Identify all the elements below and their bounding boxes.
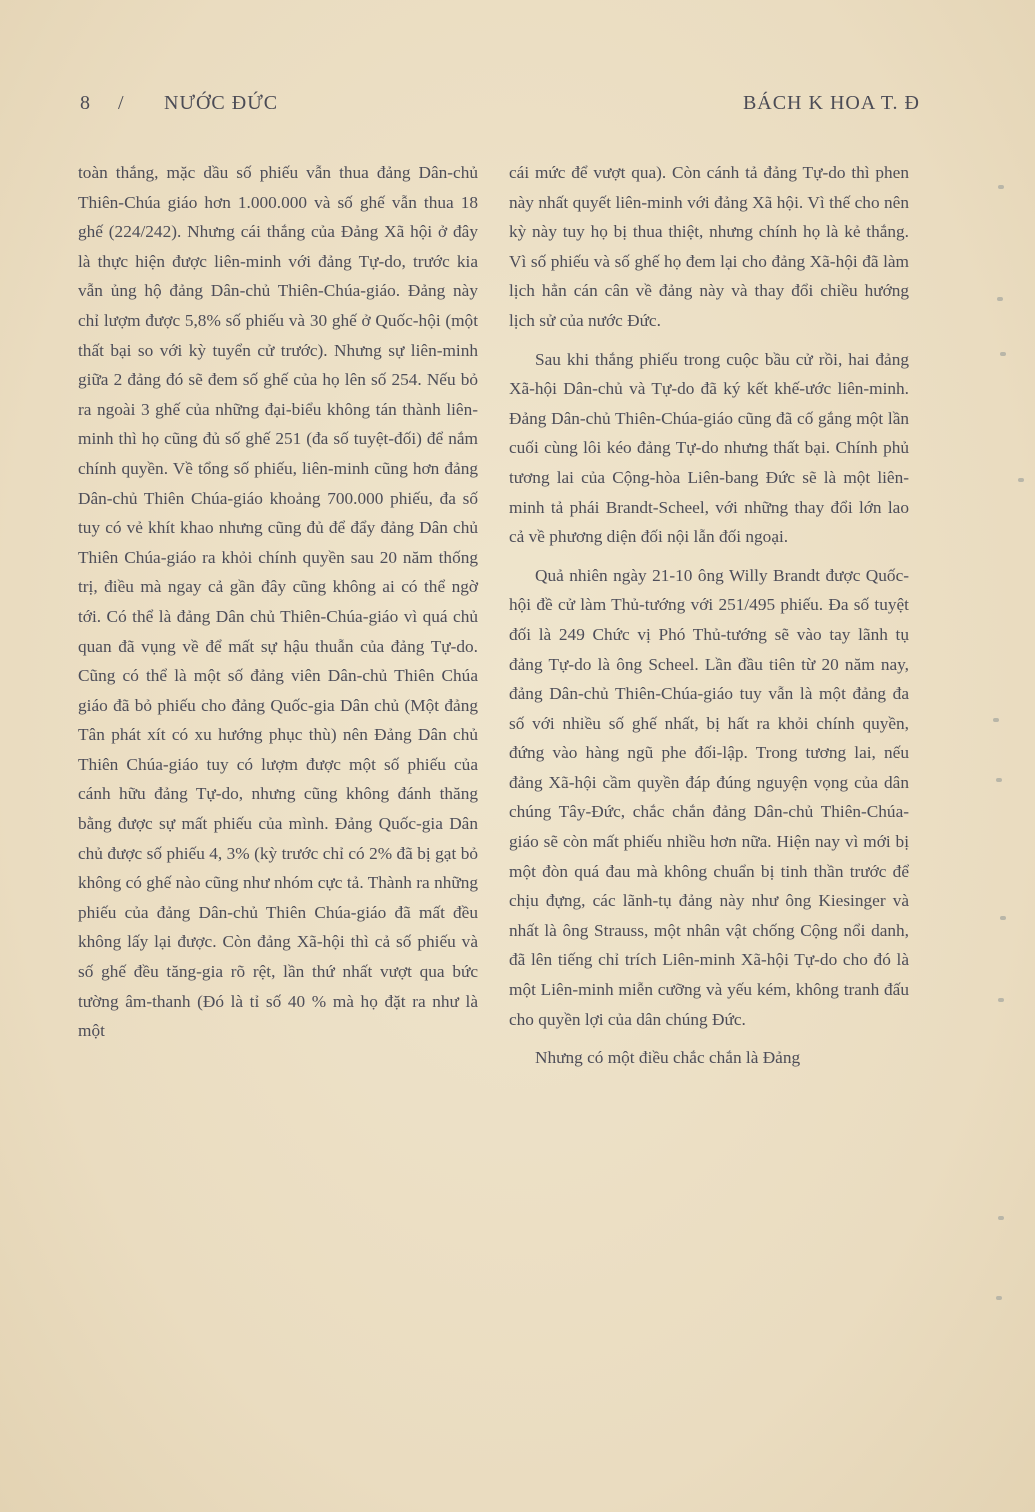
running-header: [80, 92, 920, 126]
paragraph: Sau khi thắng phiếu trong cuộc bầu cử rồi, hai đảng Xã-hội Dân-chủ và Tự-do đã ký kết khế-ước liên-minh. Đảng Dân-chủ Thiên-Chúa-giáo cũng đã cố gắng một lần cuối cùng lôi kéo đảng Tự-do nhưng thất bại. Chính phủ tương lai của Cộng-hòa Liên-bang Đức sẽ là một liên-minh tả phái Brandt-Scheel, với những thay đổi lớn lao cả về phương diện đối nội lẫn đối ngoại.: [509, 349, 909, 547]
header-separator: /: [118, 92, 125, 114]
speck: [997, 297, 1003, 301]
paragraph: cái mức để vượt qua). Còn cánh tả đảng Tự-do thì phen này nhất quyết liên-minh với đảng Xã hội. Vì thế cho nên kỳ này tuy họ bị thua thiệt, nhưng chính họ là kẻ thắng. Vì số phiếu và số ghế họ đem lại cho đảng Xã-hội đã làm lịch hẳn cán cân về đảng này và thay đổi chiều hướng lịch sử của nước Đức.: [509, 163, 909, 330]
speck: [993, 718, 999, 722]
speck: [998, 998, 1004, 1002]
speck: [1000, 916, 1006, 920]
paragraph: toàn thắng, mặc dầu số phiếu vẫn thua đảng Dân-chủ Thiên-Chúa giáo hơn 1.000.000 và số ghế vẫn thua 18 ghế (224/242). Nhưng cái thắng của Đảng Xã hội ở đây là thực hiện được liên-minh với đảng Tự-do, trước kia vẫn ủng hộ đảng Dân-chủ Thiên-Chúa-giáo. Đảng này chỉ lượm được 5,8% số phiếu và 30 ghế ở Quốc-hội (một thất bại so với kỳ tuyển cử trước). Nhưng sự liên-minh giữa 2 đảng đó sẽ đem số ghế của họ lên số 254. Nếu bỏ ra ngoài 3 ghế của những đại-biểu không tán thành liên-minh thì họ cũng đủ số ghế 251 (đa số tuyệt-đối) để nắm chính quyền. Về tổng số phiếu, liên-minh cũng hơn đảng Dân-chủ Thiên Chúa-giáo khoảng 700.000 phiếu, đa số tuy có vẻ khít khao nhưng cũng đủ để đẩy đảng Dân chủ Thiên Chúa-giáo ra khỏi chính quyền sau 20 năm thống trị, điều mà ngay cả gần đây cũng không ai có thể ngờ tới. Có thể là đảng Dân chủ Thiên-Chúa-giáo vì quá chủ quan đã vụng về để mất sự hậu thuẫn của đảng Tự-do. Cũng có thể là một số đảng viên Dân-chủ Thiên Chúa giáo đã bỏ phiếu cho đảng Quốc-gia Dân chủ (Một đảng Tân phát xít có xu hướng phục thù) nên Đảng Dân chủ Thiên Chúa-giáo tuy có lượm được một số phiếu của cánh hữu đảng Tự-do, nhưng cũng không đánh thăng bằng được sự mất phiếu của mình. Đảng Quốc-gia Dân chủ được số phiếu 4, 3% (kỳ trước chỉ có 2% đã bị gạt bỏ không có ghế nào cũng như nhóm cực tả. Thành ra những phiếu của đảng Dân-chủ Thiên Chúa-giáo đã mất đều không lấy lại được. Còn đảng Xã-hội thì cả số phiếu và số ghế đều tăng-gia rõ rệt, lần thứ nhất vượt qua bức tường âm-thanh (Đó là tỉ số 40 % mà họ đặt ra như là một: [78, 163, 478, 1041]
speck: [998, 1216, 1004, 1220]
page-number: 8: [80, 92, 91, 114]
speck: [1018, 478, 1024, 482]
section-title: NƯỚC ĐỨC: [164, 92, 279, 114]
speck: [1000, 352, 1006, 356]
paragraph: Quả nhiên ngày 21-10 ông Willy Brandt được Quốc-hội đề cử làm Thủ-tướng với 251/495 phiếu. Đa số tuyệt đối là 249 Chức vị Phó Thủ-tướng sẽ vào tay lãnh tụ đảng Tự-do là ông Scheel. Lần đầu tiên từ 20 năm nay, đảng Dân-chủ Thiên-Chúa-giáo tuy vẫn là một đảng đa số với nhiều số ghế nhất, bị hất ra khỏi chính quyền, đứng vào hàng ngũ phe đối-lập. Trong tương lai, nếu đảng Xã-hội cầm quyền đáp đúng nguyện vọng của dân chúng Tây-Đức, chắc chắn đảng Dân-chủ Thiên-Chúa-giáo sẽ còn mất phiếu nhiều hơn nữa. Hiện nay vì mới bị một đòn quá đau mà không chuẩn bị tinh thần trước để chịu đựng, các lãnh-tụ đảng này như ông Kiesinger và nhất là ông Strauss, một nhân vật chống Cộng nổi danh, đã lên tiếng chỉ trích Liên-minh Xã-hội Tự-do cho đó là một Liên-minh miễn cưỡng và yếu kém, không tranh đấu cho quyền lợi của dân chúng Đức.: [509, 565, 909, 1029]
text-column-left: [78, 158, 478, 1055]
text-column-right: [509, 158, 909, 1082]
speck: [996, 778, 1002, 782]
speck: [998, 185, 1004, 189]
publication-title: BÁCH K HOA T. Đ: [742, 92, 920, 114]
speck: [996, 1296, 1002, 1300]
paragraph: Nhưng có một điều chắc chắn là Đảng: [535, 1048, 801, 1068]
